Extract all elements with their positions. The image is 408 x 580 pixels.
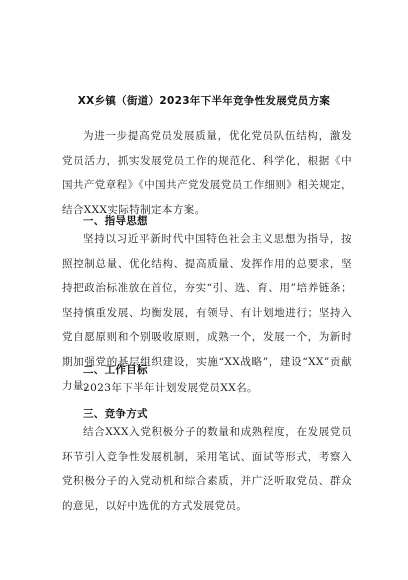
document-title: XX乡镇（街道）2023年下半年竞争性发展党员方案 (77, 95, 331, 107)
intro-paragraph: 为进一步提高党员发展质量，优化党员队伍结构，激发党员活力，抓实发展党员工作的规范化、科学化，根据《中国共产党章程》《中国共产党发展党员工作细则》相关规定，结合XXX实际特制定本方案。 (62, 130, 352, 216)
section-heading-guiding-ideology: 一、指导思想 (83, 215, 148, 227)
section-body-competition-method: 结合XXX入党积极分子的数量和成熟程度，在发展党员环节引入竞争性发展机制，采用笔试、面试等形式，考察入党积极分子的入党动机和综合素质，并广泛听取党员、群众的意见，以好中选优的方式发展党员。 (62, 426, 352, 512)
section-heading-competition-method: 三、竞争方式 (83, 408, 148, 420)
section-body-guiding-ideology: 坚持以习近平新时代中国特色社会主义思想为指导，按照控制总量、优化结构、提高质量、发挥作用的总要求，坚持把政治标准放在首位，夯实“引、选、育、用”培养链条；坚持慎重发展、均衡发展，有领导、有计划地进行；坚持入党自愿原则和个别吸收原则，成熟一个，发展一个，为新时期加强党的基层组织建设，实施“XX战略”，建设“XX”贡献力量。 (62, 233, 352, 392)
section-body-work-goal: 2023年下半年计划发展党员XX名。 (83, 382, 258, 394)
section-heading-work-goal: 二、工作目标 (83, 364, 148, 376)
